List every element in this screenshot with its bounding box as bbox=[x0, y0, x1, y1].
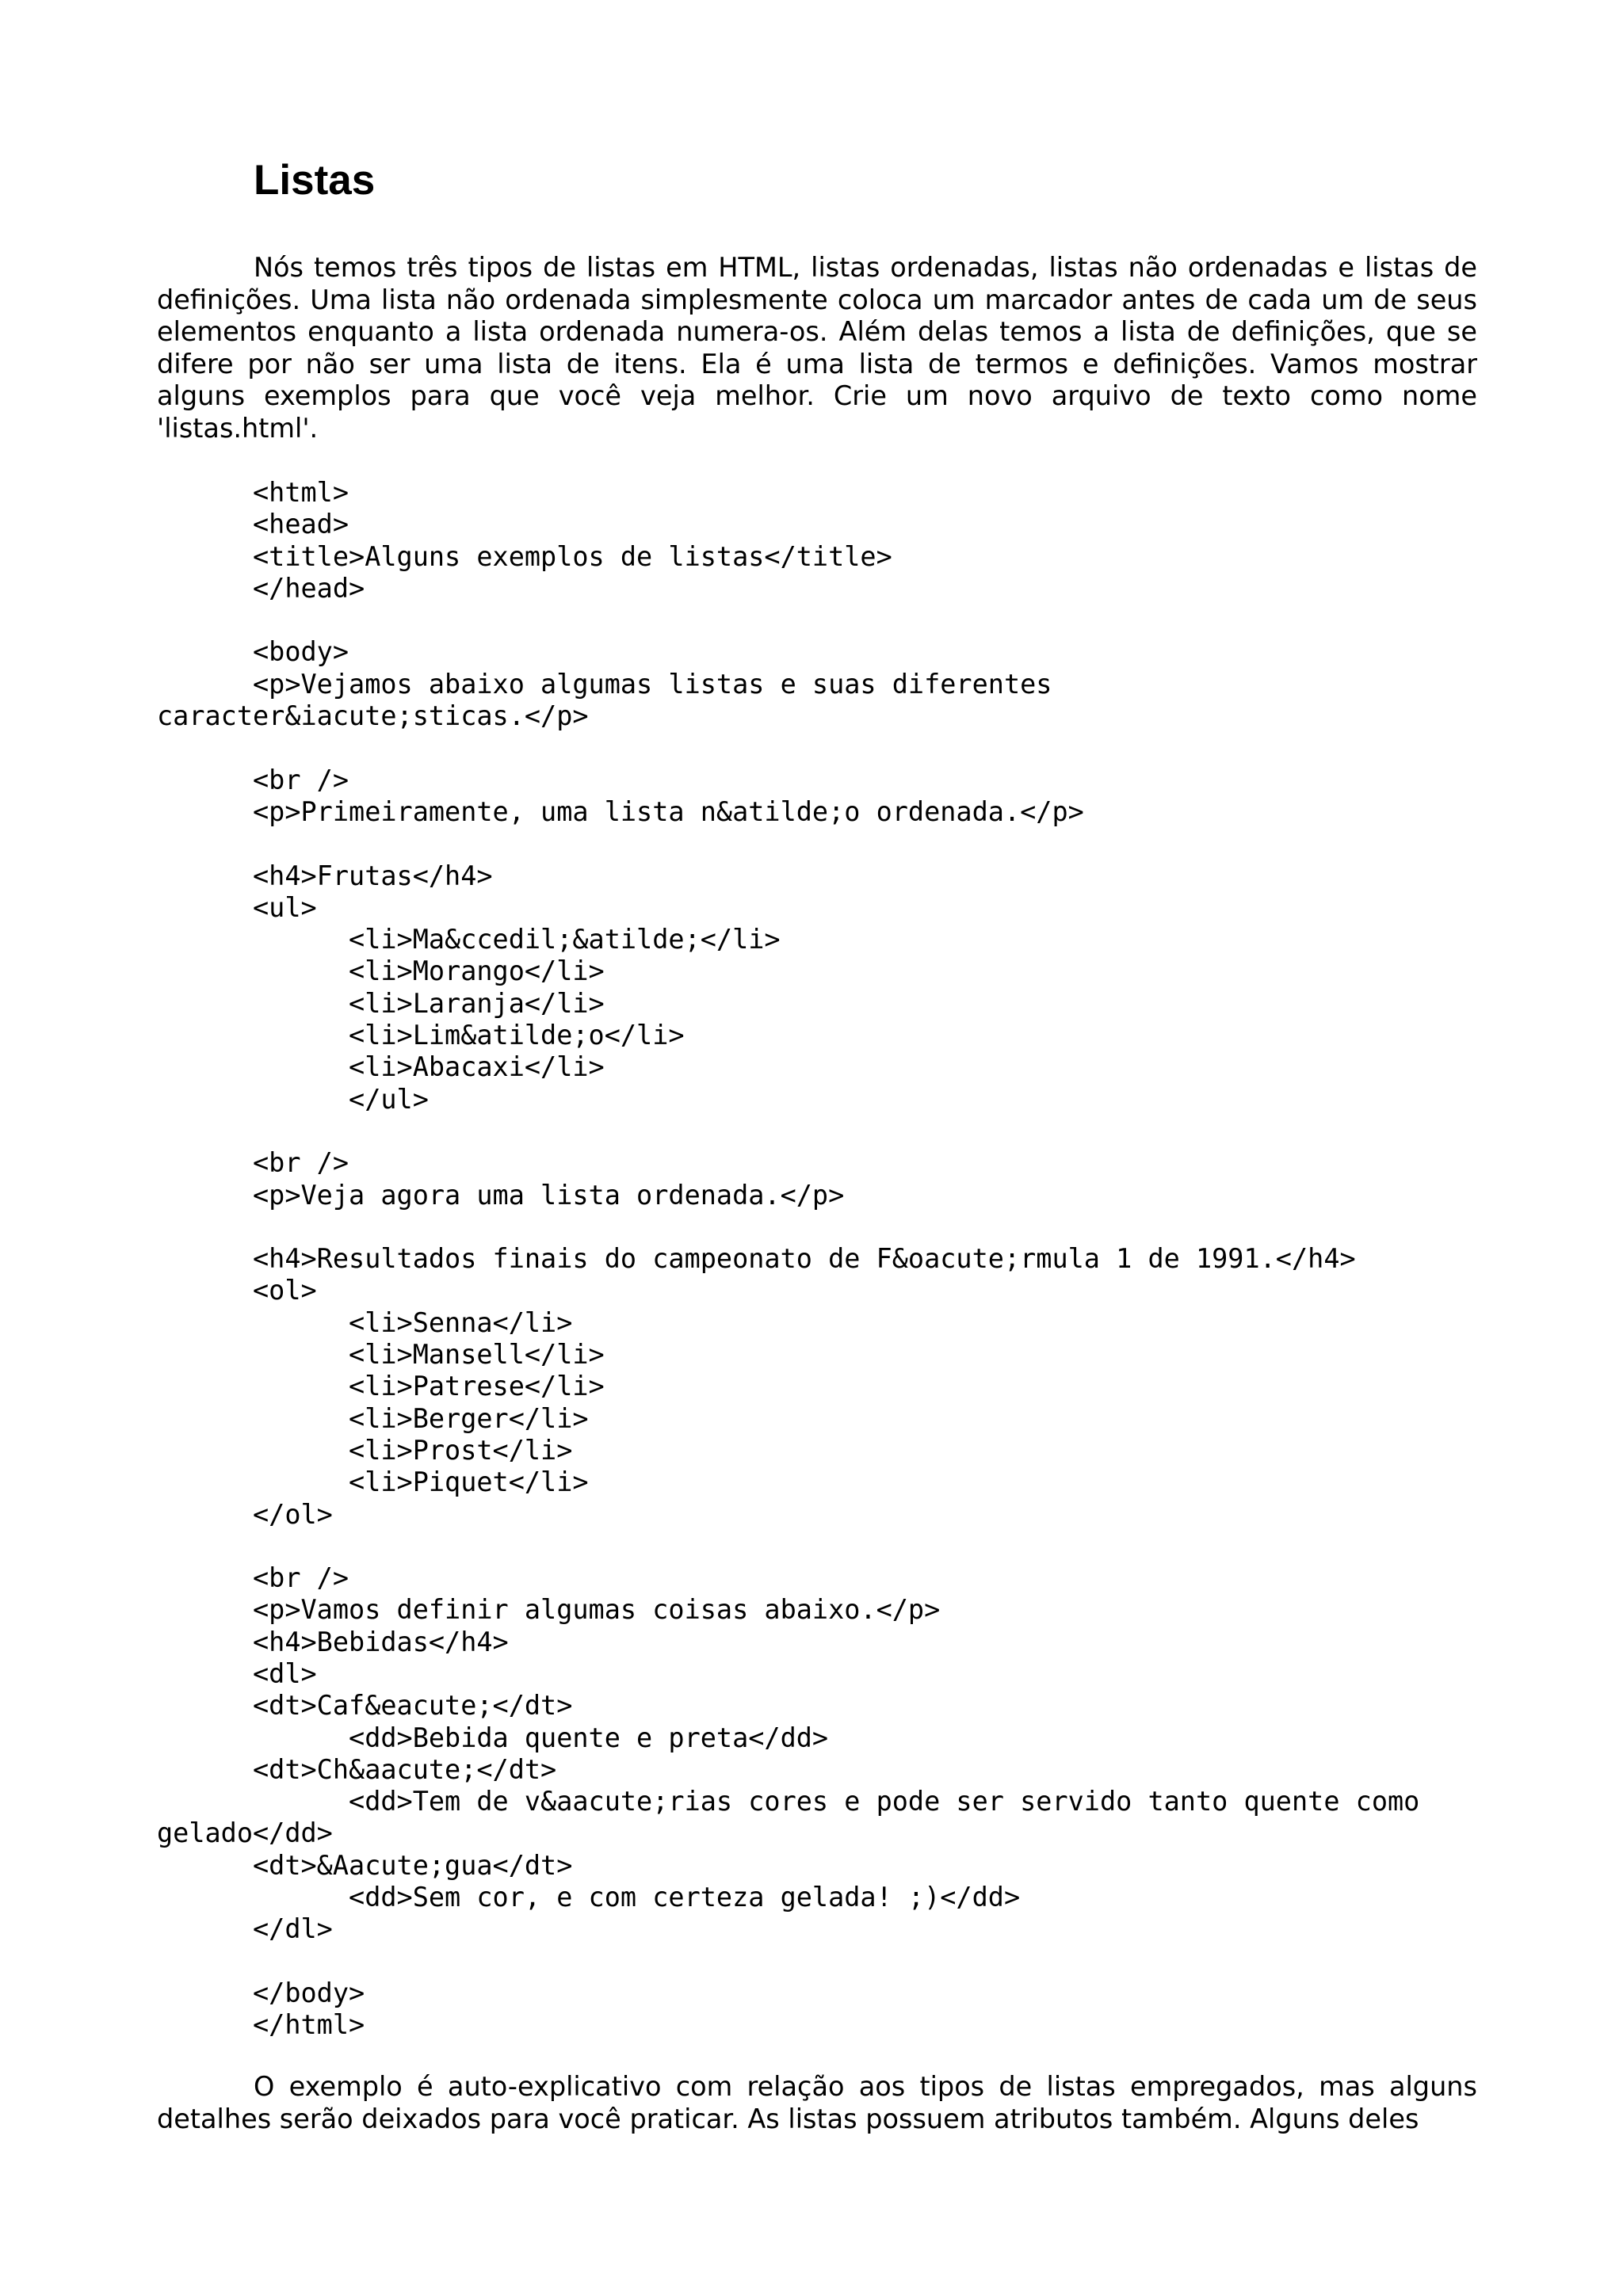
code-line: <br /> bbox=[157, 764, 349, 795]
code-line: <li>Morango</li> bbox=[157, 955, 605, 987]
code-line: <ol> bbox=[157, 1275, 317, 1306]
code-line: <html> bbox=[157, 477, 349, 508]
code-line: <dt>Ch&aacute;</dt> bbox=[157, 1753, 557, 1785]
code-line: </html> bbox=[157, 2009, 365, 2041]
code-line: </dl> bbox=[157, 1913, 333, 1945]
code-line: <dd>Sem cor, e com certeza gelada! ;)</dd> bbox=[157, 1882, 1021, 1913]
code-line: <li>Piquet</li> bbox=[157, 1466, 589, 1498]
code-line: <h4>Frutas</h4> bbox=[157, 860, 493, 891]
code-line: <li>Prost</li> bbox=[157, 1434, 573, 1466]
code-line bbox=[157, 1211, 1477, 1243]
code-line bbox=[157, 1946, 1477, 1978]
code-line: <li>Mansell</li> bbox=[157, 1339, 605, 1371]
code-line: </head> bbox=[157, 572, 365, 604]
code-line bbox=[157, 1531, 1477, 1562]
code-line bbox=[157, 605, 1477, 636]
code-line: <p>Vejamos abaixo algumas listas e suas diferentes bbox=[157, 668, 1052, 700]
code-line: <dl> bbox=[157, 1657, 317, 1689]
code-line: gelado</dd> bbox=[157, 1817, 333, 1849]
code-line: <title>Alguns exemplos de listas</title> bbox=[157, 540, 892, 572]
code-line: <head> bbox=[157, 509, 349, 540]
code-line: <li>Abacaxi</li> bbox=[157, 1051, 605, 1083]
code-line: </body> bbox=[157, 1977, 365, 2008]
code-line: <p>Vamos definir algumas coisas abaixo.</p> bbox=[157, 1594, 941, 1626]
code-listing bbox=[157, 477, 1477, 2042]
section-title: Listas bbox=[254, 157, 376, 204]
code-line: <li>Senna</li> bbox=[157, 1306, 573, 1338]
intro-paragraph: Nós temos três tipos de listas em HTML, listas ordenadas, listas não ordenadas e listas de definições. Uma lista não ordenada simplesmente coloca um marcador antes de cada um de seus elementos enquanto a lista ordenada numera-os. Além delas temos a lista de definições, que se difere por não ser uma lista de itens. Ela é uma lista de termos e definições. Vamos mostrar alguns exemplos para que você veja melhor. Crie um novo arquivo de texto como nome 'listas.html'. bbox=[157, 252, 1477, 444]
code-line: <ul> bbox=[157, 891, 317, 923]
code-line: </ol> bbox=[157, 1498, 333, 1530]
code-line: <br /> bbox=[157, 1562, 349, 1594]
code-line: <li>Ma&ccedil;&atilde;</li> bbox=[157, 924, 781, 955]
code-line: <dd>Bebida quente e preta</dd> bbox=[157, 1722, 829, 1753]
code-line bbox=[157, 1116, 1477, 1147]
code-line: <h4>Bebidas</h4> bbox=[157, 1626, 509, 1657]
outro-paragraph: O exemplo é auto-explicativo com relação aos tipos de listas empregados, mas alguns detalhes serão deixados para você praticar. As listas possuem atributos também. Alguns deles bbox=[157, 2071, 1477, 2134]
code-line: <p>Veja agora uma lista ordenada.</p> bbox=[157, 1179, 845, 1211]
code-line: caracter&iacute;sticas.</p> bbox=[157, 700, 589, 732]
code-line: <dt>Caf&eacute;</dt> bbox=[157, 1690, 573, 1722]
code-line: <p>Primeiramente, uma lista n&atilde;o ordenada.</p> bbox=[157, 795, 1084, 827]
code-line: <h4>Resultados finais do campeonato de F&oacute;rmula 1 de 1991.</h4> bbox=[157, 1243, 1356, 1275]
code-line: <br /> bbox=[157, 1147, 349, 1179]
code-line: <dt>&Aacute;gua</dt> bbox=[157, 1849, 573, 1881]
code-line bbox=[157, 828, 1477, 860]
code-line: <li>Lim&atilde;o</li> bbox=[157, 1020, 685, 1051]
code-line: <dd>Tem de v&aacute;rias cores e pode ser servido tanto quente como bbox=[157, 1786, 1420, 1817]
code-line: <body> bbox=[157, 636, 349, 668]
code-line: <li>Berger</li> bbox=[157, 1402, 589, 1434]
code-line bbox=[157, 732, 1477, 764]
code-line: </ul> bbox=[157, 1083, 429, 1115]
code-line: <li>Patrese</li> bbox=[157, 1371, 605, 1402]
code-line: <li>Laranja</li> bbox=[157, 987, 605, 1019]
